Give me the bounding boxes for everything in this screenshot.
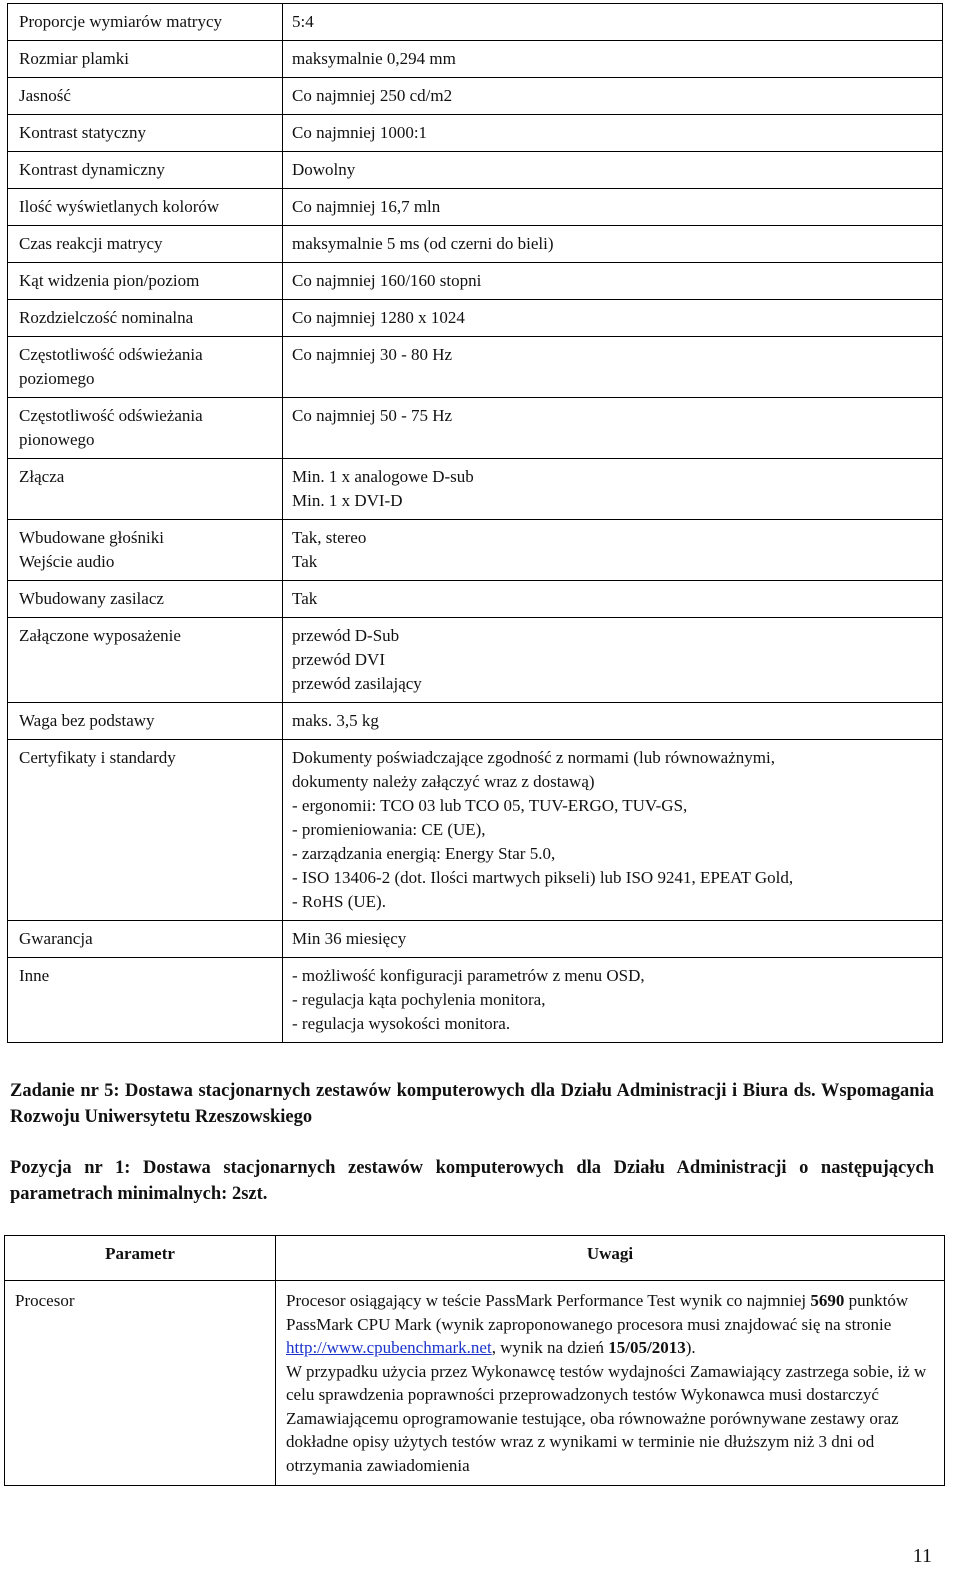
spec-label-line: Wbudowany zasilacz (19, 589, 164, 608)
spec-value-line: 5:4 (292, 12, 314, 31)
spec-value (283, 115, 943, 152)
table-row (8, 703, 943, 740)
spec-label (8, 78, 283, 115)
header-param: Parametr (5, 1236, 276, 1281)
table-row (8, 958, 943, 1043)
spec-value (283, 41, 943, 78)
table-row (8, 78, 943, 115)
spec-label-line: Kąt widzenia pion/poziom (19, 271, 200, 290)
spec-label-line: Złącza (19, 467, 65, 486)
table-row (8, 300, 943, 337)
table-row (8, 263, 943, 300)
spec-label-line: Częstotliwość odświeżania (19, 406, 203, 425)
spec-label (8, 115, 283, 152)
table-row (8, 189, 943, 226)
notes-text-a: Procesor osiągający w teście PassMark Performance Test wynik co najmniej (286, 1291, 807, 1310)
row-label-processor: Procesor (5, 1281, 276, 1486)
spec-label-line: pionowego (19, 430, 95, 449)
spec-value-line: - promieniowania: CE (UE), (292, 820, 486, 839)
spec-value-line: Tak, stereo (292, 528, 367, 547)
cpu-score: 5690 (810, 1291, 845, 1310)
spec-value-line: Min 36 miesięcy (292, 929, 407, 948)
spec-value (283, 520, 943, 581)
spec-label-line: Gwarancja (19, 929, 93, 948)
spec-label (8, 581, 283, 618)
table-row (8, 41, 943, 78)
notes-text-b: punktów PassMark CPU Mark (wynik zaproponowanego procesora musi znajdować się na stronie (286, 1291, 909, 1334)
spec-value-line: Co najmniej 1280 x 1024 (292, 308, 465, 327)
spec-label (8, 189, 283, 226)
table-row (8, 4, 943, 41)
spec-value-line: Co najmniej 250 cd/m2 (292, 86, 453, 105)
table-row (8, 398, 943, 459)
spec-value (283, 263, 943, 300)
spec-value (283, 459, 943, 520)
spec-value-line: Tak (292, 589, 318, 608)
spec-value-line: Co najmniej 1000:1 (292, 123, 428, 142)
notes-text-e: W przypadku użycia przez Wykonawcę testów wydajności Zamawiający zastrzega sobie, iż w celu sprawdzenia poprawności przeprowadzonych testów Wykonawca musi dostarczyć Zamawiającemu oprogramowanie testujące, oba równoważne porównywane zestawy oraz dokładne opisy użytych testów wraz z wynikami w terminie nie dłuższym niż 3 dni od otrzymania zawiadomienia (286, 1361, 927, 1475)
spec-label-line: Wbudowane głośniki (19, 528, 164, 547)
spec-value-line: przewód DVI (292, 650, 385, 669)
spec-label-line: Załączone wyposażenie (19, 626, 181, 645)
spec-value (283, 4, 943, 41)
spec-value-line: przewód D-Sub (292, 626, 400, 645)
spec-value (283, 740, 943, 921)
spec-value (283, 189, 943, 226)
spec-label-line: Jasność (19, 86, 71, 105)
spec-value-line: - RoHS (UE). (292, 892, 386, 911)
spec-label (8, 300, 283, 337)
spec-value-line: - możliwość konfiguracji parametrów z menu OSD, (292, 966, 645, 985)
spec-value-line: Dowolny (292, 160, 356, 179)
table-row (8, 152, 943, 189)
notes-text-c: , wynik na dzień (491, 1338, 605, 1357)
spec-label (8, 41, 283, 78)
table-row (8, 740, 943, 921)
spec-value (283, 398, 943, 459)
table-row (8, 226, 943, 263)
spec-label-line: Rozmiar plamki (19, 49, 130, 68)
spec-label-line: Wejście audio (19, 552, 115, 571)
spec-label (8, 703, 283, 740)
spec-value (283, 921, 943, 958)
spec-value (283, 958, 943, 1043)
spec-label-line: Waga bez podstawy (19, 711, 155, 730)
spec-label (8, 4, 283, 41)
spec-value (283, 618, 943, 703)
position-heading: Pozycja nr 1: Dostawa stacjonarnych zestawów komputerowych dla Działu Administracji o następujących parametrach minimalnych: 2szt. (10, 1158, 934, 1204)
spec-value-line: Co najmniej 30 - 80 Hz (292, 345, 453, 364)
header-notes: Uwagi (276, 1236, 945, 1281)
spec-value-line: - ISO 13406-2 (dot. Ilości martwych pikseli) lub ISO 9241, EPEAT Gold, (292, 868, 794, 887)
spec-label (8, 740, 283, 921)
spec-label-line: Inne (19, 966, 50, 985)
spec-value (283, 226, 943, 263)
spec-label (8, 618, 283, 703)
task-heading: Zadanie nr 5: Dostawa stacjonarnych zestawów komputerowych dla Działu Administracji i Biura ds. Wspomagania Rozwoju Uniwersytetu Rzeszowskiego (10, 1081, 934, 1127)
spec-value-line: maksymalnie 0,294 mm (292, 49, 456, 68)
spec-value-line: Dokumenty poświadczające zgodność z normami (lub równoważnymi, (292, 748, 775, 767)
spec-label (8, 520, 283, 581)
spec-value (283, 78, 943, 115)
page-number: 11 (912, 1545, 932, 1567)
spec-label-line: Częstotliwość odświeżania (19, 345, 203, 364)
spec-label-line: Rozdzielczość nominalna (19, 308, 194, 327)
spec-label-line: Kontrast statyczny (19, 123, 146, 142)
spec-value-line: Min. 1 x DVI-D (292, 491, 403, 510)
spec-value-line: - zarządzania energią: Energy Star 5.0, (292, 844, 556, 863)
spec-label-line: Proporcje wymiarów matrycy (19, 12, 222, 31)
monitor-spec-table (7, 3, 943, 1043)
spec-value-line: Co najmniej 16,7 mln (292, 197, 441, 216)
spec-value-line: dokumenty należy załączyć wraz z dostawą) (292, 772, 595, 791)
spec-label-line: Certyfikaty i standardy (19, 748, 176, 767)
table-row (8, 115, 943, 152)
table-row (8, 520, 943, 581)
table-row (8, 459, 943, 520)
spec-value-line: - regulacja wysokości monitora. (292, 1014, 511, 1033)
spec-value-line: Tak (292, 552, 318, 571)
spec-value-line: maks. 3,5 kg (292, 711, 379, 730)
processor-table (4, 1235, 945, 1486)
spec-label-line: Czas reakcji matrycy (19, 234, 163, 253)
processor-table-header (5, 1236, 945, 1281)
spec-value (283, 152, 943, 189)
spec-label (8, 263, 283, 300)
cpubenchmark-link[interactable]: http://www.cpubenchmark.net (286, 1338, 492, 1357)
spec-label (8, 958, 283, 1043)
spec-value-line: Co najmniej 50 - 75 Hz (292, 406, 453, 425)
monitor-spec-body (8, 4, 943, 1043)
table-row (8, 618, 943, 703)
spec-value (283, 703, 943, 740)
table-row (5, 1281, 945, 1486)
spec-value (283, 337, 943, 398)
processor-notes (276, 1281, 945, 1486)
table-row (8, 337, 943, 398)
spec-value-line: Co najmniej 160/160 stopni (292, 271, 482, 290)
spec-value-line: Min. 1 x analogowe D-sub (292, 467, 474, 486)
spec-label (8, 398, 283, 459)
spec-label (8, 226, 283, 263)
table-row (8, 921, 943, 958)
spec-value-line: - ergonomii: TCO 03 lub TCO 05, TUV-ERGO, TUV-GS, (292, 796, 688, 815)
reference-date: 15/05/2013 (608, 1338, 686, 1357)
spec-value-line: przewód zasilający (292, 674, 422, 693)
spec-label-line: Kontrast dynamiczny (19, 160, 165, 179)
spec-value-line: - regulacja kąta pochylenia monitora, (292, 990, 546, 1009)
notes-text-d: ). (685, 1338, 696, 1357)
spec-label-line: Ilość wyświetlanych kolorów (19, 197, 220, 216)
spec-label (8, 921, 283, 958)
spec-value (283, 581, 943, 618)
spec-value (283, 300, 943, 337)
spec-value-line: maksymalnie 5 ms (od czerni do bieli) (292, 234, 554, 253)
table-row (8, 581, 943, 618)
spec-label-line: poziomego (19, 369, 95, 388)
spec-label (8, 152, 283, 189)
spec-label (8, 337, 283, 398)
spec-label (8, 459, 283, 520)
